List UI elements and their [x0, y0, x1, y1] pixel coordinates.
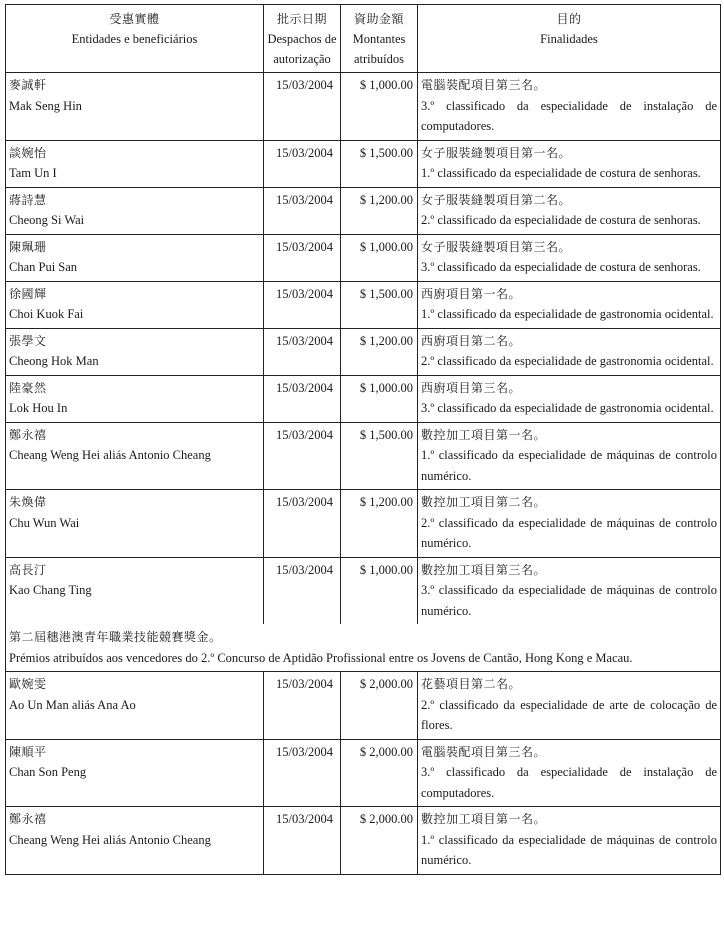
purpose-pt: 1.º classificado da especialidade de gastronomia ocidental.: [421, 307, 714, 321]
beneficiary-cell: [6, 282, 264, 328]
purpose-pt: 2.º classificado da especialidade de costura de senhoras.: [421, 213, 701, 227]
beneficiary-cell: [6, 740, 264, 807]
beneficiary-name-zh: 歐婉雯: [9, 677, 47, 691]
amount: $ 1,500.00: [341, 282, 418, 328]
table-row: [6, 235, 720, 282]
table-row: [6, 807, 720, 874]
purpose-pt: 3.º classificado da especialidade de costura de senhoras.: [421, 260, 701, 274]
beneficiary-name-pt: Cheong Si Wai: [9, 213, 85, 227]
beneficiary-name-zh: 朱煥偉: [9, 495, 47, 509]
authorization-date: 15/03/2004: [264, 423, 341, 490]
header-purpose-zh: 目的: [556, 12, 582, 26]
purpose-zh: 數控加工項目第一名。: [421, 812, 547, 826]
amount: $ 1,000.00: [341, 235, 418, 281]
table-row: [6, 73, 720, 141]
beneficiary-name-zh: 張學文: [9, 333, 47, 348]
purpose-cell: [418, 188, 720, 234]
table-row: [6, 672, 720, 740]
purpose-zh: 西廚項目第二名。: [421, 333, 522, 348]
header-purpose-pt: Finalidades: [540, 32, 598, 46]
amount: $ 1,200.00: [341, 490, 418, 557]
beneficiary-name-zh: 徐國輝: [9, 286, 47, 301]
header-beneficiaries-zh: 受惠實體: [109, 12, 160, 26]
purpose-pt: 2.º classificado da especialidade de máquinas de controlo numérico.: [421, 515, 717, 550]
purpose-pt: 3.º classificado da especialidade de máquinas de controlo numérico.: [421, 583, 717, 618]
authorization-date: 15/03/2004: [264, 672, 341, 739]
purpose-zh: 電腦裝配項目第三名。: [421, 78, 547, 92]
authorization-date: 15/03/2004: [264, 141, 341, 187]
beneficiary-cell: [6, 490, 264, 557]
beneficiary-name-zh: 鄭永禧: [9, 812, 47, 826]
table-row: [6, 423, 720, 491]
table-row: [6, 558, 720, 625]
table-row: [6, 376, 720, 423]
authorization-date: 15/03/2004: [264, 558, 341, 625]
amount: $ 2,000.00: [341, 672, 418, 739]
header-amount: [341, 5, 418, 72]
purpose-cell: [418, 672, 720, 739]
header-purpose: [418, 5, 720, 72]
authorization-date: 15/03/2004: [264, 235, 341, 281]
beneficiary-cell: [6, 235, 264, 281]
header-beneficiaries: [6, 5, 264, 72]
beneficiary-name-zh: 麥誠軒: [9, 78, 47, 92]
header-amount-pt-2: atribuídos: [354, 52, 404, 66]
beneficiary-cell: [6, 73, 264, 140]
table-row: [6, 329, 720, 376]
amount: $ 2,000.00: [341, 740, 418, 807]
table-header: [6, 5, 720, 73]
header-beneficiaries-pt: Entidades e beneficiários: [71, 32, 198, 46]
purpose-cell: [418, 329, 720, 375]
header-date: [264, 5, 341, 72]
beneficiary-name-pt: Cheang Weng Hei aliás Antonio Cheang: [9, 448, 211, 462]
purpose-pt: 2.º classificado da especialidade de gastronomia ocidental.: [421, 354, 714, 368]
grants-table: [5, 4, 721, 875]
rows-group-1: [6, 73, 720, 624]
authorization-date: 15/03/2004: [264, 329, 341, 375]
beneficiary-cell: [6, 423, 264, 490]
purpose-cell: [418, 282, 720, 328]
purpose-cell: [418, 235, 720, 281]
table-row: [6, 188, 720, 235]
beneficiary-name-zh: 陸豪然: [9, 380, 47, 395]
table-row: [6, 740, 720, 808]
beneficiary-name-zh: 蔣詩慧: [9, 192, 47, 207]
purpose-zh: 數控加工項目第一名。: [421, 427, 547, 442]
beneficiary-cell: [6, 807, 264, 874]
purpose-zh: 女子服裝縫製項目第三名。: [421, 239, 572, 254]
beneficiary-cell: [6, 558, 264, 625]
purpose-zh: 數控加工項目第三名。: [421, 562, 547, 577]
authorization-date: 15/03/2004: [264, 282, 341, 328]
purpose-zh: 西廚項目第三名。: [421, 380, 522, 395]
beneficiary-name-pt: Mak Seng Hin: [9, 98, 82, 113]
authorization-date: 15/03/2004: [264, 73, 341, 140]
purpose-pt: 1.º classificado da especialidade de máquinas de controlo numérico.: [421, 832, 717, 867]
purpose-cell: [418, 558, 720, 625]
purpose-cell: [418, 740, 720, 807]
amount: $ 1,200.00: [341, 329, 418, 375]
amount: $ 2,000.00: [341, 807, 418, 874]
purpose-cell: [418, 73, 720, 140]
beneficiary-name-pt: Chan Son Peng: [9, 765, 87, 779]
purpose-zh: 數控加工項目第二名。: [421, 495, 547, 509]
header-amount-pt-1: Montantes: [352, 32, 406, 46]
amount: $ 1,000.00: [341, 73, 418, 140]
beneficiary-cell: [6, 376, 264, 422]
beneficiary-name-zh: 談婉怡: [9, 145, 47, 160]
section-heading-zh: 第二屆穗港澳青年職業技能競賽獎金。: [9, 630, 222, 644]
beneficiary-cell: [6, 672, 264, 739]
beneficiary-name-zh: 陳珮珊: [9, 239, 47, 254]
table-row: [6, 282, 720, 329]
beneficiary-name-pt: Cheong Hok Man: [9, 354, 99, 368]
authorization-date: 15/03/2004: [264, 807, 341, 874]
beneficiary-name-zh: 鄭永禧: [9, 427, 47, 442]
purpose-pt: 2.º classificado da especialidade de arte de colocação de flores.: [421, 697, 717, 732]
amount: $ 1,000.00: [341, 558, 418, 625]
amount: $ 1,000.00: [341, 376, 418, 422]
purpose-cell: [418, 141, 720, 187]
purpose-zh: 電腦裝配項目第三名。: [421, 744, 547, 759]
purpose-pt: 1.º classificado da especialidade de costura de senhoras.: [421, 166, 701, 180]
purpose-cell: [418, 376, 720, 422]
beneficiary-name-pt: Cheang Weng Hei aliás Antonio Cheang: [9, 832, 211, 847]
beneficiary-name-zh: 高長汀: [9, 562, 47, 577]
table-row: [6, 141, 720, 188]
rows-group-2: [6, 672, 720, 874]
amount: $ 1,200.00: [341, 188, 418, 234]
purpose-cell: [418, 807, 720, 874]
amount: $ 1,500.00: [341, 423, 418, 490]
beneficiary-name-pt: Kao Chang Ting: [9, 583, 92, 597]
beneficiary-cell: [6, 141, 264, 187]
beneficiary-name-pt: Choi Kuok Fai: [9, 307, 84, 321]
beneficiary-name-pt: Chu Wun Wai: [9, 515, 80, 530]
amount: $ 1,500.00: [341, 141, 418, 187]
purpose-pt: 3.º classificado da especialidade de gastronomia ocidental.: [421, 401, 714, 415]
header-date-pt-2: autorização: [273, 52, 331, 66]
purpose-pt: 3.º classificado da especialidade de instalação de computadores.: [421, 98, 717, 133]
purpose-zh: 女子服裝縫製項目第二名。: [421, 192, 572, 207]
beneficiary-name-pt: Lok Hou In: [9, 401, 68, 415]
purpose-cell: [418, 490, 720, 557]
table-row: [6, 490, 720, 558]
beneficiary-name-pt: Tam Un I: [9, 166, 57, 180]
purpose-pt: 3.º classificado da especialidade de instalação de computadores.: [421, 765, 717, 800]
beneficiary-cell: [6, 188, 264, 234]
section-heading: [6, 624, 720, 672]
authorization-date: 15/03/2004: [264, 188, 341, 234]
purpose-zh: 西廚項目第一名。: [421, 286, 522, 301]
header-amount-zh: 資助金額: [353, 12, 404, 26]
section-heading-pt: Prémios atribuídos aos vencedores do 2.º Concurso de Aptidão Profissional entre os Jovens de Cantão, Hong Kong e Macau.: [9, 650, 633, 665]
header-date-pt-1: Despachos de: [267, 32, 337, 46]
header-date-zh: 批示日期: [276, 12, 327, 26]
beneficiary-name-pt: Chan Pui San: [9, 260, 78, 274]
purpose-zh: 女子服裝縫製項目第一名。: [421, 145, 572, 160]
purpose-zh: 花藝項目第二名。: [421, 677, 522, 691]
authorization-date: 15/03/2004: [264, 376, 341, 422]
authorization-date: 15/03/2004: [264, 740, 341, 807]
beneficiary-cell: [6, 329, 264, 375]
purpose-pt: 1.º classificado da especialidade de máquinas de controlo numérico.: [421, 448, 717, 483]
beneficiary-name-pt: Ao Un Man aliás Ana Ao: [9, 697, 136, 712]
beneficiary-name-zh: 陳順平: [9, 744, 47, 759]
purpose-cell: [418, 423, 720, 490]
authorization-date: 15/03/2004: [264, 490, 341, 557]
